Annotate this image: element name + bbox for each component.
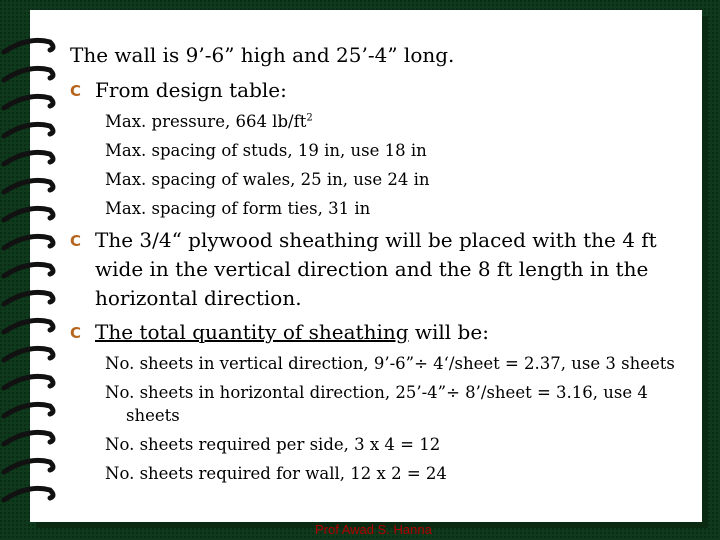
wall-dimensions-line: The wall is 9’-6” high and 25’-4” long. [70, 43, 455, 67]
design-table-heading: From design table: [95, 78, 287, 102]
plywood-placement-line3: horizontal direction. [95, 286, 302, 310]
total-quantity-underlined: The total quantity of sheathing [95, 320, 409, 344]
form-tie-spacing-line: Max. spacing of form ties, 31 in [105, 199, 371, 218]
horizontal-sheets-calc-line1: No. sheets in horizontal direction, 25’-4”÷ 8’/sheet = 3.16, use 4 [105, 383, 648, 402]
author-footer: Prof Awad S. Hanna [315, 522, 432, 537]
wale-spacing-line: Max. spacing of wales, 25 in, use 24 in [105, 170, 430, 189]
horizontal-sheets-calc-line2: sheets [126, 406, 180, 425]
sheets-per-wall-calc: No. sheets required for wall, 12 x 2 = 24 [105, 464, 447, 483]
bullet-icon: C [70, 82, 82, 100]
vertical-sheets-calc: No. sheets in vertical direction, 9’-6”÷ 4‘/sheet = 2.37, use 3 sheets [105, 354, 675, 373]
stud-spacing-line: Max. spacing of studs, 19 in, use 18 in [105, 141, 427, 160]
plywood-placement-line2: wide in the vertical direction and the 8 ft length in the [95, 257, 649, 281]
sheets-per-side-calc: No. sheets required per side, 3 x 4 = 12 [105, 435, 441, 454]
plywood-placement-line1: The 3/4“ plywood sheathing will be placed with the 4 ft [95, 228, 657, 252]
bullet-icon: C [70, 232, 82, 250]
max-pressure-text: Max. pressure, 664 lb/ft [105, 112, 307, 131]
total-quantity-heading [95, 320, 489, 344]
max-pressure-line [105, 112, 313, 131]
max-pressure-exponent: 2 [306, 112, 313, 124]
bullet-icon: C [70, 324, 82, 342]
total-quantity-rest: will be: [408, 320, 489, 344]
